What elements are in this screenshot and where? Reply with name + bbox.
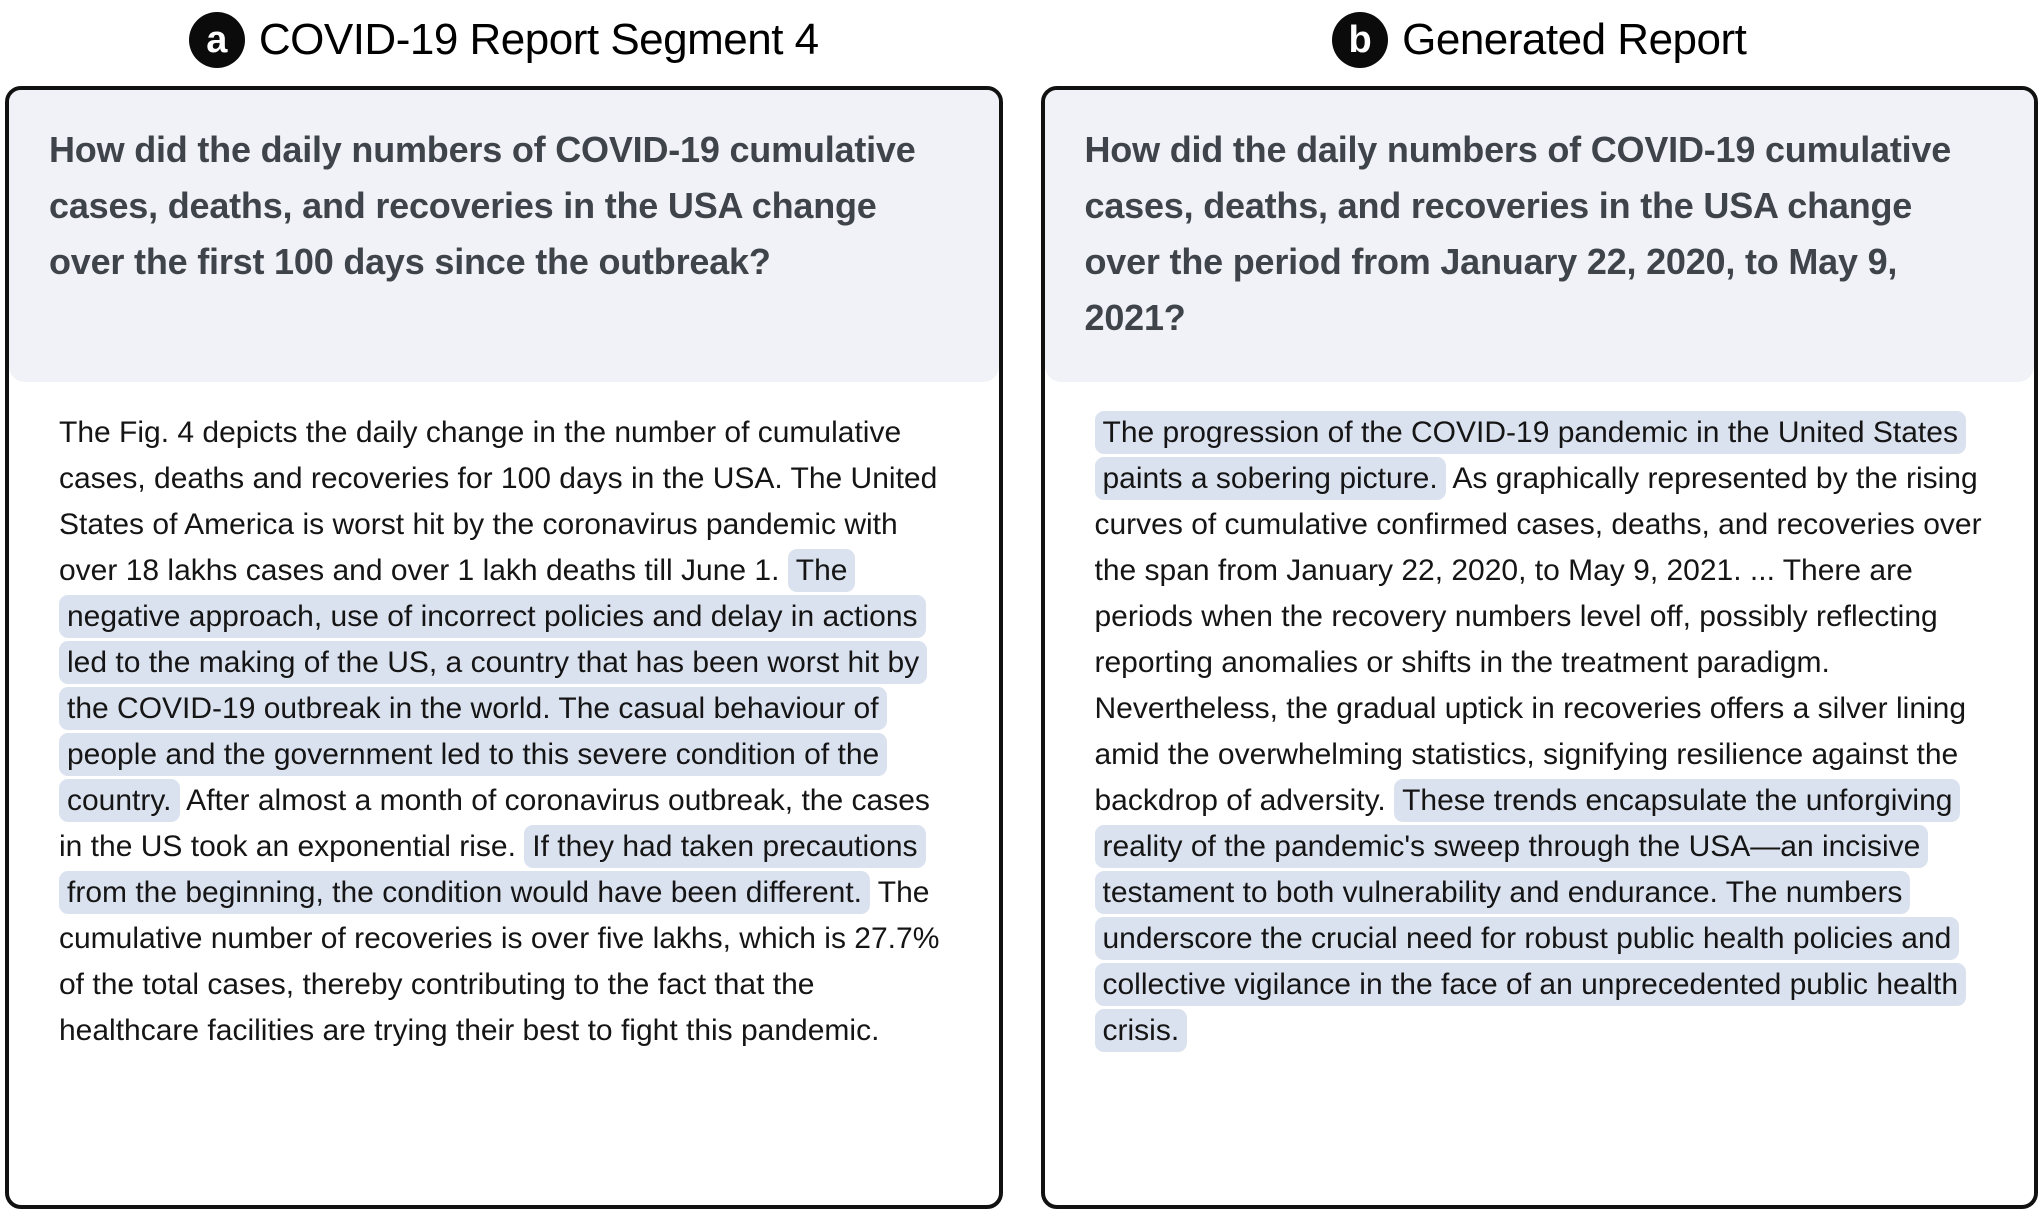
generated-report-column <box>1041 0 2039 1209</box>
report-body-b <box>1045 382 2035 1205</box>
highlighted-sentence: The negative approach, use of incorrect policies and delay in actions led to the making of the US, a country that has been worst hit by the COVID-19 outbreak in the world. The casual behaviour of people and the government led to this severe condition of the country. <box>59 549 927 822</box>
question-header-a <box>9 90 999 382</box>
report-segment-column <box>5 0 1003 1209</box>
panel-label-badge-a: a <box>189 12 245 68</box>
panel-caption-a <box>5 0 1003 86</box>
highlighted-sentence: If they had taken precautions from the beginning, the condition would have been different. <box>59 825 926 914</box>
question-text-b: How did the daily numbers of COVID-19 cumulative cases, deaths, and recoveries in the USA change over the period from January 22, 2020, to May 9, 2021? <box>1084 129 1952 338</box>
report-sentence: The cumulative number of recoveries is over five lakhs, which is 27.7% of the total cases, thereby contributing to the fact that the healthcare facilities are trying their best to fight this pandemic. <box>59 876 940 1047</box>
report-card-a <box>5 86 1003 1209</box>
highlighted-sentence: The progression of the COVID-19 pandemic in the United States paints a sobering picture. <box>1095 411 1966 500</box>
highlighted-sentence: These trends encapsulate the unforgiving reality of the pandemic's sweep through the USA—an incisive testament to both vulnerability and endurance. The numbers underscore the crucial need for robust public health policies and collective vigilance in the face of an unprecedented public health crisis. <box>1095 779 1967 1052</box>
report-sentence: The Fig. 4 depicts the daily change in the number of cumulative cases, deaths and recoveries for 100 days in the USA. The United States of America is worst hit by the coronavirus pandemic with over 18 lakhs cases and over 1 lakh deaths till June 1. <box>59 416 938 587</box>
panel-caption-text-a: COVID-19 Report Segment 4 <box>258 15 819 64</box>
report-body-a <box>9 382 999 1205</box>
panel-label-badge-b: b <box>1332 12 1388 68</box>
panel-caption-b <box>1041 0 2039 86</box>
report-paragraph-a <box>59 410 955 1054</box>
report-card-b <box>1041 86 2039 1209</box>
report-sentence: After almost a month of coronavirus outbreak, the cases in the US took an exponential rise. <box>59 784 930 863</box>
report-paragraph-b <box>1095 410 1991 1054</box>
question-header-b <box>1045 90 2035 382</box>
question-text-a: How did the daily numbers of COVID-19 cumulative cases, deaths, and recoveries in the USA change over the first 100 days since the outbreak? <box>49 129 916 282</box>
report-sentence: As graphically represented by the rising curves of cumulative confirmed cases, deaths, and recoveries over the span from January 22, 2020, to May 9, 2021. ... There are periods when the recovery numbers level off, possibly reflecting reporting anomalies or shifts in the treatment paradigm. Nevertheless, the gradual uptick in recoveries offers a silver lining amid the overwhelming statistics, signifying resilience against the backdrop of adversity. <box>1094 462 1982 817</box>
panel-caption-text-b: Generated Report <box>1402 15 1747 64</box>
